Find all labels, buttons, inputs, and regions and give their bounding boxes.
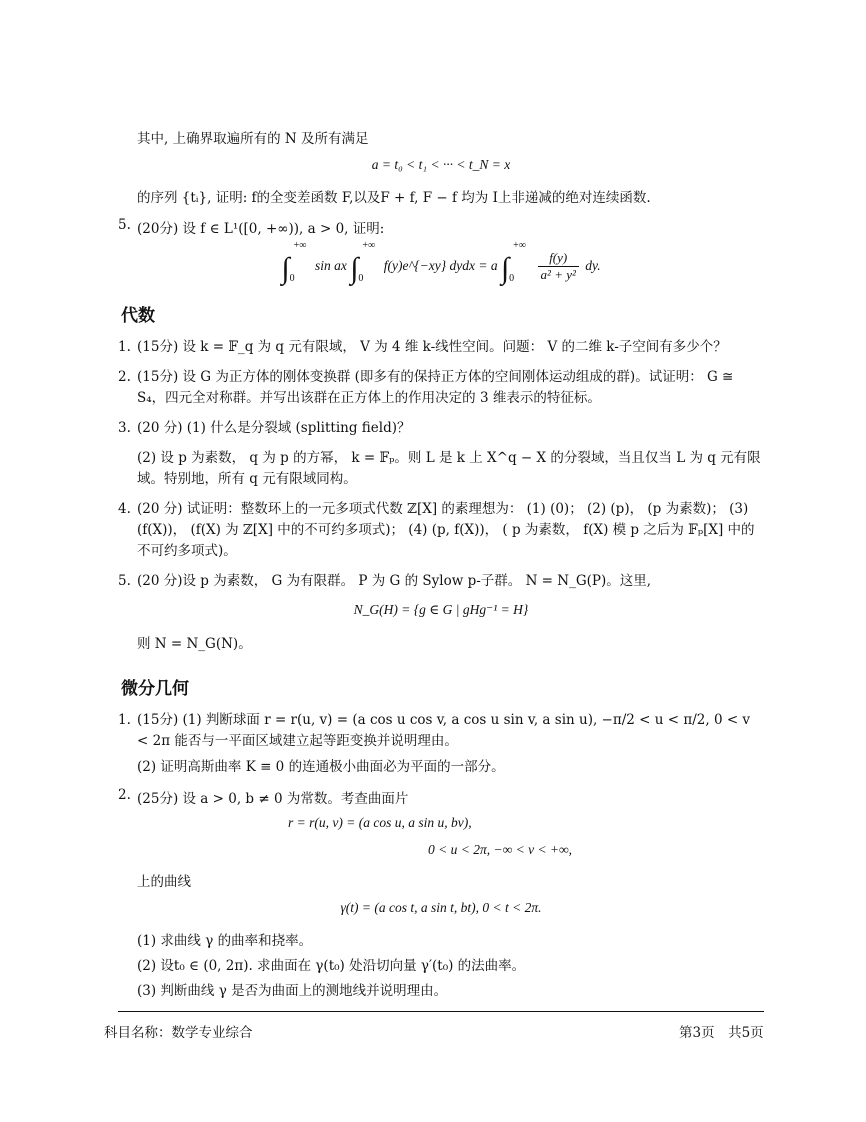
question-1: (1) 求曲线 γ 的曲率和挠率。 xyxy=(137,933,313,949)
question-2: (2) 设t₀ ∈ (0, 2π). 求曲面在 γ(t₀) 处沿切向量 γ′(t₀) 的法曲率。 xyxy=(137,958,526,974)
integrand-sin: sin ax xyxy=(314,258,347,273)
algebra-problem-1: (15分) 设 k = 𝔽_q 为 q 元有限域， V 为 4 维 k-线性空间。问题： V 的二维 k-子空间有多少个？ xyxy=(137,339,727,355)
integral-sign: ∫ xyxy=(350,252,359,285)
problem-number: 4. xyxy=(118,501,131,517)
intro-conclusion: 的序列 {tᵢ}, 证明: f的全变差函数 F,以及F + f, F − f 均为 I上非递减的绝对连续函数. xyxy=(137,190,651,206)
curve-label: 上的曲线 xyxy=(137,874,191,890)
algebra-problem-2: (15分) 设 G 为正方体的刚体变换群 (即多有的保持正方体的空间刚体运动组成的群)。试证明： G ≅ S₄，四元全对称群。并写出该群在正方体上的作用决定的 3 维表示的特征标。 xyxy=(137,369,734,406)
integrand-inner: f(y)e^{−xy} dydx = a xyxy=(383,258,498,273)
problem-number: 3. xyxy=(118,420,131,436)
partition-formula: a = t₀ < t₁ < ··· < t_N = x xyxy=(371,157,511,172)
integral-identity: ∫ +∞ 0 sin ax ∫ +∞ 0 f(y)e^{−xy} dydx = a ∫ +∞ 0 $\frac{f(y)}{\text{a² + y²}}$ dy. xyxy=(281,240,601,285)
normalizer-formula: N_G(H) = {g ∈ G | gHg⁻¹ = H} xyxy=(353,602,529,617)
algebra-problem-3: (20 分) (1) 什么是分裂域 (splitting field)？ xyxy=(137,420,411,436)
surface-formula: r = r(u, v) = (a cos u, a sin u, bv), xyxy=(288,815,472,830)
problem-number: 1. xyxy=(118,339,131,355)
integral-sign: ∫ xyxy=(281,252,290,285)
algebra-problem-5-conclusion: 则 N = N_G(N)。 xyxy=(137,636,252,652)
geometry-problem-2: (25分) 设 a > 0, b ≠ 0 为常数。考查曲面片 xyxy=(137,791,409,807)
section-title-geometry: 微分几何 xyxy=(121,679,189,699)
footer-page-number: 第3页 共5页 xyxy=(679,1025,764,1041)
problem-number: 2. xyxy=(118,787,131,803)
algebra-problem-5: (20 分)设 p 为素数， G 为有限群。 P 为 G 的 Sylow p-子群。 N = N_G(P)。这里, xyxy=(137,573,652,589)
footer-subject: 科目名称：数学专业综合 xyxy=(104,1025,253,1041)
algebra-problem-4: (20 分) 试证明：整数环上的一元多项式代数 ℤ[X] 的素理想为： (1) (0)； (2) (p)， (p 为素数)； (3) (f(X))， (f(X) 为 ℤ[X] 中的不可约多项式)； (4) (p, f(X))， ( p 为素数， f(X) 模 p 之后为 𝔽ₚ[X] 中的不可约多项式)。 xyxy=(137,501,755,559)
problem-number: 1. xyxy=(118,712,131,728)
problem-number: 2. xyxy=(118,369,131,385)
footer-rule xyxy=(118,1011,764,1012)
integral-tail: dy. xyxy=(585,258,601,273)
intro-line: 其中, 上确界取遍所有的 N 及所有满足 xyxy=(137,131,369,147)
surface-domain: 0 < u < 2π, −∞ < v < +∞, xyxy=(428,842,573,857)
problem-text: (20分) 设 f ∈ L¹([0, +∞)), a > 0, 证明: xyxy=(137,221,385,237)
problem-number: 5. xyxy=(118,573,131,589)
geometry-problem-1-part-2: (2) 证明高斯曲率 K ≡ 0 的连通极小曲面必为平面的一部分。 xyxy=(137,759,505,775)
algebra-problem-3-part-2: (2) 设 p 为素数， q 为 p 的方幂， k = 𝔽ₚ。则 L 是 k 上 X^q − X 的分裂域，当且仅当 L 为 q 元有限域。特别地，所有 q 元有限域同构。 xyxy=(137,450,761,487)
problem-number: 5. xyxy=(118,217,131,233)
geometry-problem-1: (15分) (1) 判断球面 r = r(u, v) = (a cos u cos v, a cos u sin v, a sin u), −π/2 < u < π/2, 0 < v < 2π 能否与一平面区域建立起等距变换并说明理由。 xyxy=(137,712,751,749)
question-3: (3) 判断曲线 γ 是否为曲面上的测地线并说明理由。 xyxy=(137,983,448,999)
section-title-algebra: 代数 xyxy=(121,306,155,326)
fraction: $\frac{f(y)}{\text{a² + y²}}$ xyxy=(538,250,579,283)
curve-formula: γ(t) = (a cos t, a sin t, bt), 0 < t < 2π. xyxy=(340,900,542,915)
integral-sign: ∫ xyxy=(500,252,510,285)
